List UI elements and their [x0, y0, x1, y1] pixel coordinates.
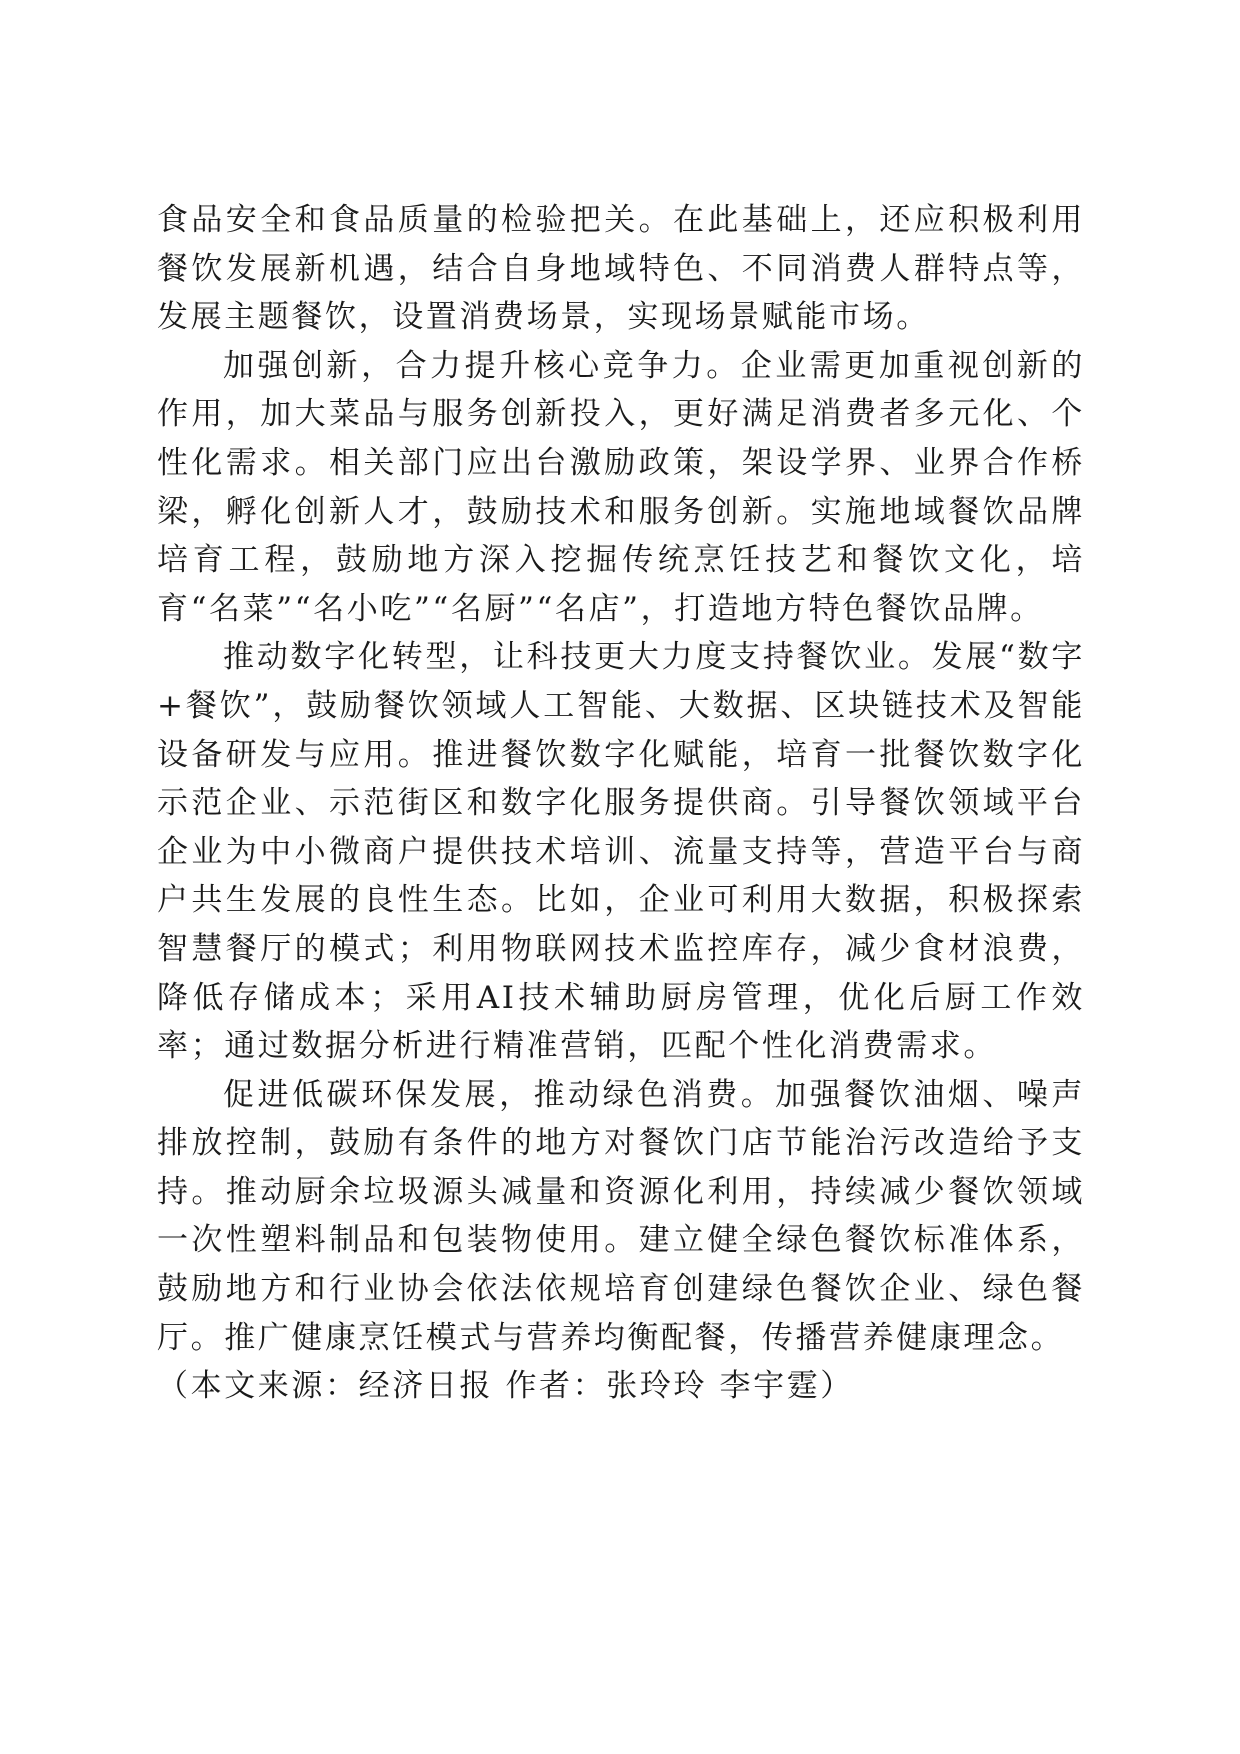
paragraph-digital-transformation: 推动数字化转型，让科技更大力度支持餐饮业。发展“数字+餐饮”，鼓励餐饮领域人工智能、大数据、区块链技术及智能设备研发与应用。推进餐饮数字化赋能，培育一批餐饮数字化示范企业、示范街区和数字化服务提供商。引导餐饮领域平台企业为中小微商户提供技术培训、流量支持等，营造平台与商户共生发展的良性生态。比如，企业可利用大数据，积极探索智慧餐厅的模式；利用物联网技术监控库存，减少食材浪费，降低存储成本；采用AI技术辅助厨房管理，优化后厨工作效率；通过数据分析进行精准营销，匹配个性化消费需求。: [157, 639, 1085, 1065]
paragraph-innovation: 加强创新，合力提升核心竞争力。企业需更加重视创新的作用，加大菜品与服务创新投入，更好满足消费者多元化、个性化需求。相关部门应出台激励政策，架设学界、业界合作桥梁，孵化创新人才，鼓励技术和服务创新。实施地域餐饮品牌培育工程，鼓励地方深入挖掘传统烹饪技艺和餐饮文化，培育“名菜”“名小吃”“名厨”“名店”，打造地方特色餐饮品牌。: [157, 347, 1085, 627]
paragraph-green-consumption: 促进低碳环保发展，推动绿色消费。加强餐饮油烟、噪声排放控制，鼓励有条件的地方对餐饮门店节能治污改造给予支持。推动厨余垃圾源头减量和资源化利用，持续减少餐饮领域一次性塑料制品和包装物使用。建立健全绿色餐饮标准体系，鼓励地方和行业协会依法依规培育创建绿色餐饮企业、绿色餐厅。推广健康烹饪模式与营养均衡配餐，传播营养健康理念。: [157, 1076, 1085, 1356]
paragraph-continuation: 食品安全和食品质量的检验把关。在此基础上，还应积极利用餐饮发展新机遇，结合自身地域特色、不同消费人群特点等，发展主题餐饮，设置消费场景，实现场景赋能市场。: [157, 202, 1085, 336]
source-attribution: （本文来源：经济日报 作者：张玲玲 李宇霆）: [157, 1368, 854, 1405]
article-body: [157, 196, 1085, 1411]
